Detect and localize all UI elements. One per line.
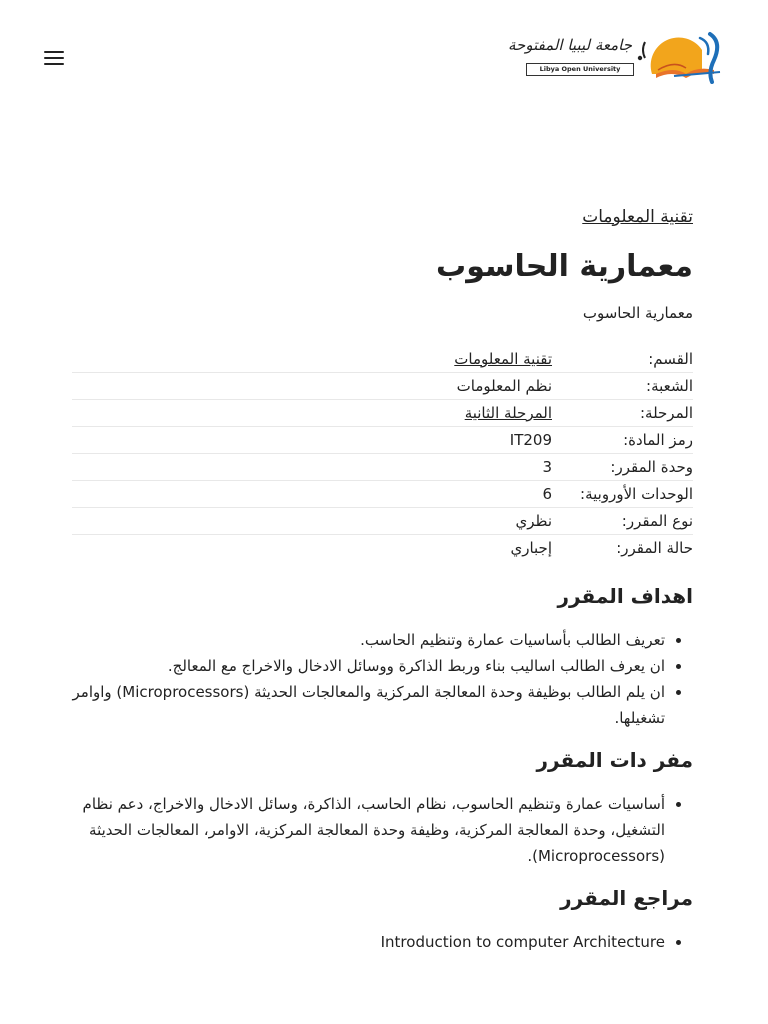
- info-row-units: [72, 454, 693, 481]
- contents-list: [72, 791, 693, 869]
- list-item: • أساسيات عمارة وتنظيم الحاسوب، نظام الحاسب، الذاكرة، وسائل الادخال والاخراج، دعم نظام التشغيل، وحدة المعالجة المركزية، وظيفة وحدة المعالجة المركزية، الاوامر، المعالجات الحديثة (Microprocessors).: [72, 791, 665, 869]
- info-value: [72, 346, 552, 373]
- info-label: حالة المقرر:: [616, 539, 693, 557]
- page-subtitle: معمارية الحاسوب: [582, 304, 693, 322]
- info-value: إجباري: [510, 539, 552, 557]
- info-label: نوع المقرر:: [552, 508, 693, 535]
- references-heading: مراجع المقرر: [560, 886, 693, 910]
- list-item: • Introduction to computer Architecture: [72, 929, 665, 955]
- hamburger-icon-bar-2: [44, 57, 64, 59]
- info-label: الشعبة:: [552, 373, 693, 400]
- info-value: 3: [72, 454, 552, 481]
- stage-link[interactable]: المرحلة الثانية: [464, 404, 552, 422]
- objectives-heading: اهداف المقرر: [557, 584, 693, 608]
- info-row-status: [72, 535, 693, 562]
- objectives-list: [72, 627, 693, 731]
- page-title: معمارية الحاسوب: [436, 249, 693, 284]
- info-row-ects: [72, 481, 693, 508]
- info-row-code: [72, 427, 693, 454]
- info-value: نظم المعلومات: [72, 373, 552, 400]
- list-item: • ان يعرف الطالب اساليب بناء وربط الذاكرة ووسائل الادخال والاخراج مع المعالج.: [72, 653, 665, 679]
- info-row-type: [72, 508, 693, 535]
- hamburger-icon-bar-1: [44, 51, 64, 53]
- info-value: نظري: [72, 508, 552, 535]
- main-content: [72, 205, 693, 969]
- info-value: IT209: [72, 427, 552, 454]
- info-value: 6: [72, 481, 552, 508]
- breadcrumb-department[interactable]: تقنية المعلومات: [582, 207, 693, 227]
- info-row-department: [72, 346, 693, 373]
- info-label: وحدة المقرر:: [552, 454, 693, 481]
- info-label: المرحلة:: [552, 400, 693, 427]
- info-label: الوحدات الأوروبية:: [552, 481, 693, 508]
- contents-heading: مفر دات المقرر: [536, 748, 693, 772]
- references-list: [72, 929, 693, 955]
- list-item: • ان يلم الطالب بوظيفة وحدة المعالجة المركزية والمعالجات الحديثة (Microprocessors) واوامر تشغيلها.: [72, 679, 665, 731]
- department-link[interactable]: تقنية المعلومات: [454, 350, 552, 368]
- logo-text-english: Libya Open University: [526, 63, 634, 76]
- site-logo[interactable]: [508, 28, 724, 84]
- info-label: رمز المادة:: [552, 427, 693, 454]
- hamburger-icon-bar-3: [44, 63, 64, 65]
- info-row-division: [72, 373, 693, 400]
- course-info-table: [72, 346, 693, 561]
- list-item: • تعريف الطالب بأساسيات عمارة وتنظيم الحاسب.: [72, 627, 665, 653]
- top-bar: [0, 0, 768, 115]
- info-row-stage: [72, 400, 693, 427]
- logo-text-arabic: جامعة ليبيا المفتوحة: [508, 36, 632, 54]
- menu-button[interactable]: [34, 38, 74, 78]
- info-label: القسم:: [552, 346, 693, 373]
- info-value: [72, 400, 552, 427]
- logo-book-icon: [508, 28, 724, 84]
